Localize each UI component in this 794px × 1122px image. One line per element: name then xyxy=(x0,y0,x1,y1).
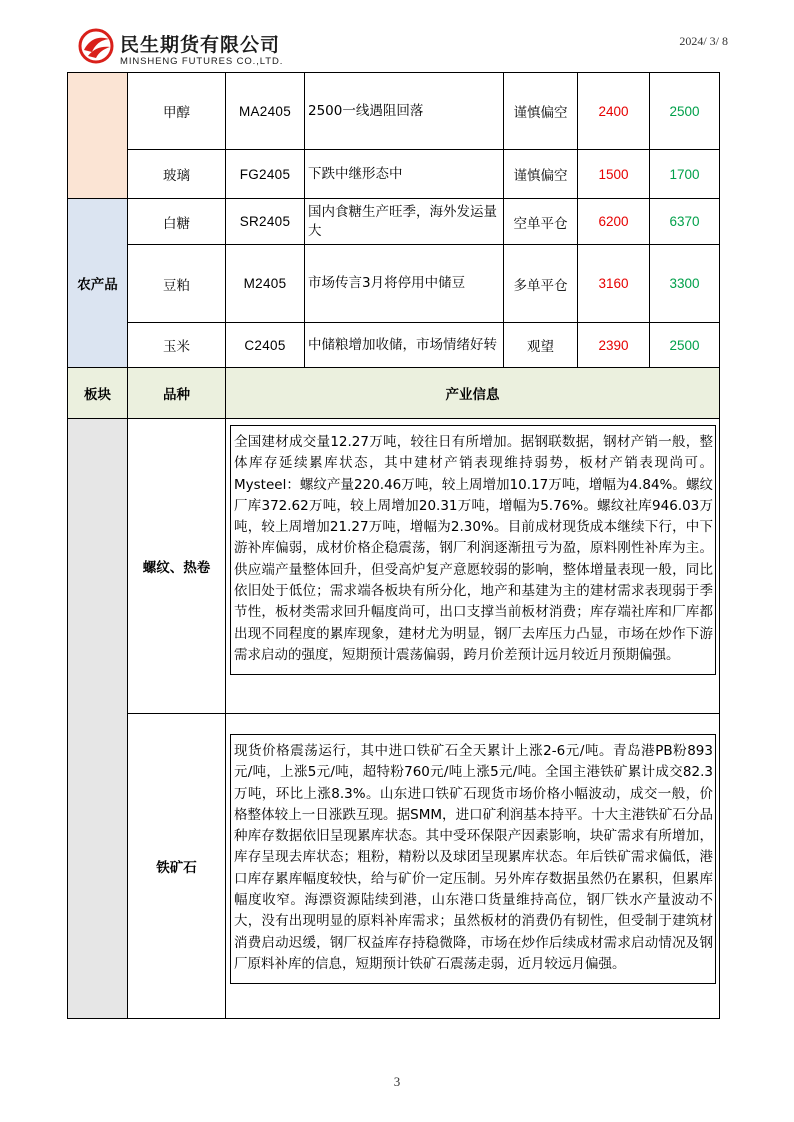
brand-name-en: MINSHENG FUTURES CO.,LTD. xyxy=(120,56,284,67)
support-price: 2400 xyxy=(578,73,650,150)
table-row xyxy=(68,150,720,199)
variety-name: 铁矿石 xyxy=(128,714,226,1019)
support-price: 2390 xyxy=(578,323,650,368)
support-price: 6200 xyxy=(578,199,650,245)
sector-cell-black xyxy=(68,419,128,1019)
table-row xyxy=(68,73,720,150)
contract-code: SR2405 xyxy=(226,199,305,245)
market-summary: 2500一线遇阻回落 xyxy=(305,73,504,150)
support-price: 3160 xyxy=(578,245,650,323)
market-summary: 国内食糖生产旺季，海外发运量大 xyxy=(305,199,504,245)
market-summary: 中储粮增加收储，市场情绪好转 xyxy=(305,323,504,368)
resistance-price: 1700 xyxy=(650,150,720,199)
variety-name: 甲醇 xyxy=(128,73,226,150)
support-price: 1500 xyxy=(578,150,650,199)
resistance-price: 2500 xyxy=(650,73,720,150)
variety-name: 白糖 xyxy=(128,199,226,245)
variety-name: 玉米 xyxy=(128,323,226,368)
industry-info-text: 现货价格震荡运行，其中进口铁矿石全天累计上涨2-6元/吨。青岛港PB粉893元/吨，上涨5元/吨，超特粉760元/吨上涨5元/吨。全国主港铁矿累计成交82.3万吨，环比上涨8.3%。山东进口铁矿石现货市场价格小幅波动，成交一般，价格整体较上一日涨跌互现。据SMM，进口矿利润基本持平。十大主港铁矿石分品种库存数据依旧呈现累库状态。其中受环保限产因素影响，块矿需求有所增加，库存呈现去库状态；粗粉，精粉以及球团呈现累库状态。年后铁矿需求偏低，港口库存累库幅度较快，给与矿价一定压制。另外库存数据虽然仍在累积，但累库幅度收窄。海漂资源陆续到港，山东港口货量维持高位，钢厂铁水产量波动不大，没有出现明显的原料补库需求；虽然板材的消费仍有韧性，但受制于建筑材消费启动迟缓，钢厂权益库存持稳微降，市场在炒作后续成材需求启动情况及钢厂原料补库的信息，短期预计铁矿石震荡走弱，近月较远月偏强。 xyxy=(230,734,716,984)
resistance-price: 3300 xyxy=(650,245,720,323)
strategy-view: 多单平仓 xyxy=(504,245,578,323)
strategy-view: 谨慎偏空 xyxy=(504,73,578,150)
contract-code: FG2405 xyxy=(226,150,305,199)
market-summary: 市场传言3月将停用中储豆 xyxy=(305,245,504,323)
table-row xyxy=(68,323,720,368)
brand-name-cn: 民生期货有限公司 xyxy=(120,34,281,56)
table-row xyxy=(68,419,720,714)
table-row xyxy=(68,714,720,1019)
strategy-view: 谨慎偏空 xyxy=(504,150,578,199)
contract-code: MA2405 xyxy=(226,73,305,150)
header-industry-info: 产业信息 xyxy=(226,368,720,419)
market-summary: 下跌中继形态中 xyxy=(305,150,504,199)
document-date: 2024/ 3/ 8 xyxy=(679,34,728,48)
contract-code: M2405 xyxy=(226,245,305,323)
sector-cell-agriculture: 农产品 xyxy=(68,199,128,368)
strategy-view: 空单平仓 xyxy=(504,199,578,245)
sector-cell-chemicals xyxy=(68,73,128,199)
resistance-price: 6370 xyxy=(650,199,720,245)
industry-info-text: 全国建材成交量12.27万吨，较往日有所增加。据钢联数据，钢材产销一般，整体库存延续累库状态，其中建材产销表现维持弱势，板材产销表现尚可。Mysteel：螺纹产量220.46万吨，较上周增加10.17万吨，增幅为4.84%。螺纹厂库372.62万吨，较上周增加20.31万吨，增幅为5.76%。螺纹社库946.03万吨，较上周增加21.27万吨，增幅为2.30%。目前成材现货成本继续下行，中下游补库偏弱，成材价格企稳震荡，钢厂利润逐渐扭亏为盈，原料刚性补库为主。供应端产量整体回升，但受高炉复产意愿较弱的影响，整体增量表现一般，同比依旧处于低位；需求端各板块有所分化，地产和基建为主的建材需求表现弱于季节性，板材类需求回升幅度尚可，出口支撑当前板材消费；库存端社库和厂库都出现不同程度的累库现象，建材尤为明显，钢厂去库压力凸显，市场在炒作下游需求启动的强度，短期预计震荡偏弱，跨月价差预计远月较近月预期偏强。 xyxy=(230,425,716,675)
contract-code: C2405 xyxy=(226,323,305,368)
variety-name: 玻璃 xyxy=(128,150,226,199)
header-variety: 品种 xyxy=(128,368,226,419)
variety-name: 螺纹、热卷 xyxy=(128,419,226,714)
header-sector: 板块 xyxy=(68,368,128,419)
table-row xyxy=(68,245,720,323)
resistance-price: 2500 xyxy=(650,323,720,368)
strategy-view: 观望 xyxy=(504,323,578,368)
info-header-row xyxy=(68,368,720,419)
variety-name: 豆粕 xyxy=(128,245,226,323)
page-number: 3 xyxy=(393,1074,401,1089)
table-row xyxy=(68,199,720,245)
futures-table xyxy=(67,72,720,1019)
page-header xyxy=(78,26,728,72)
minsheng-logo-icon xyxy=(78,28,114,64)
